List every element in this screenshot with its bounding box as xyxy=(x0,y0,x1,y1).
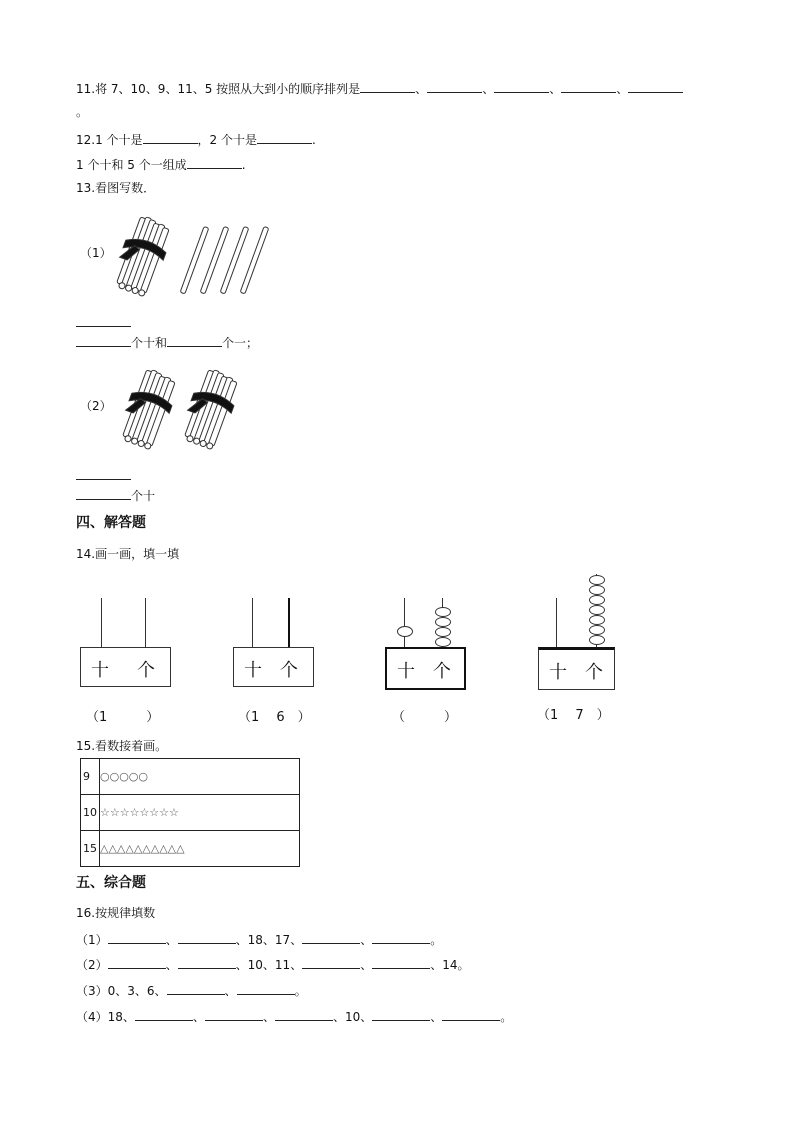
abacus-3[interactable] xyxy=(385,595,477,687)
q16-line2: （2） 、 、10、11、 、 、14。 xyxy=(76,958,470,972)
answer-blank[interactable] xyxy=(178,931,236,944)
ones-rod xyxy=(288,598,290,648)
abacus-4-caption: （1 7 ） xyxy=(537,708,610,723)
section4-heading: 四、解答题 xyxy=(76,515,146,531)
bead xyxy=(589,635,605,645)
abacus-2-caption: （1 6 ） xyxy=(238,710,311,725)
two-bundles-image xyxy=(118,368,248,453)
q16-line1: （1） 、 、18、17、 、 。 xyxy=(76,933,443,947)
triangles-cell[interactable]: △△△△△△△△△△ xyxy=(100,831,300,867)
abacus-base xyxy=(385,647,466,690)
answer-blank[interactable] xyxy=(76,487,131,500)
answer-blank[interactable] xyxy=(76,314,131,327)
answer-blank[interactable] xyxy=(167,334,222,347)
bead xyxy=(589,605,605,615)
answer-blank[interactable] xyxy=(108,956,166,969)
q16-line4: （4）18、 、 、 、10、 、 。 xyxy=(76,1010,513,1024)
q12-line1: 12.1 个十是 ，2 个十是 . xyxy=(76,133,316,147)
tens-rod xyxy=(404,598,405,648)
answer-blank[interactable] xyxy=(257,131,312,144)
answer-blank[interactable] xyxy=(108,931,166,944)
abacus-base xyxy=(538,647,615,690)
circles-cell[interactable]: ○○○○○ xyxy=(100,759,300,795)
answer-blank[interactable] xyxy=(427,80,482,93)
abacus-2[interactable] xyxy=(233,595,325,687)
stick-bundle-icon xyxy=(178,368,243,452)
q13-part1-line: 个十和 个一； xyxy=(76,334,258,351)
bead xyxy=(435,637,451,647)
ones-label: 个 xyxy=(585,662,603,683)
draw-table xyxy=(80,758,300,867)
tens-rod xyxy=(556,598,557,648)
tens-rod xyxy=(252,598,253,648)
bead xyxy=(589,595,605,605)
answer-blank[interactable] xyxy=(187,156,242,169)
answer-blank[interactable] xyxy=(494,80,549,93)
bead xyxy=(397,626,413,637)
table-row xyxy=(81,759,300,795)
ones-label: 个 xyxy=(433,661,451,682)
bead xyxy=(435,627,451,637)
q11-end: 。 xyxy=(76,105,89,119)
answer-blank[interactable] xyxy=(302,931,360,944)
answer-blank[interactable] xyxy=(237,982,295,995)
row-number: 15 xyxy=(81,831,100,867)
q11-line: 11.将 7、10、9、11、5 按照从大到小的顺序排列是 、 、 、 、 xyxy=(76,80,683,97)
stick-bundle-image xyxy=(112,215,272,300)
answer-blank[interactable] xyxy=(76,467,131,480)
q13-part1-blank-line xyxy=(76,314,131,331)
q16-title: 16.按规律填数 xyxy=(76,906,156,920)
q16-line3: （3）0、3、6、 、 。 xyxy=(76,984,307,998)
section5-heading: 五、综合题 xyxy=(76,875,146,891)
answer-blank[interactable] xyxy=(372,931,430,944)
ones-label: 个 xyxy=(280,660,298,681)
bead xyxy=(589,625,605,635)
q13-part2-label: （2） xyxy=(80,399,112,413)
answer-blank[interactable] xyxy=(302,956,360,969)
q12-line2: 1 个十和 5 个一组成 . xyxy=(76,158,246,172)
abacus-base xyxy=(233,647,314,687)
answer-blank[interactable] xyxy=(135,1008,193,1021)
abacus-4[interactable] xyxy=(538,574,630,689)
answer-blank[interactable] xyxy=(372,1008,430,1021)
answer-blank[interactable] xyxy=(628,80,683,93)
tens-label: 十 xyxy=(244,660,262,681)
q15-title: 15.看数接着画。 xyxy=(76,739,168,753)
table-row xyxy=(81,831,300,867)
abacus-1-caption: （1 ） xyxy=(86,710,160,725)
answer-blank[interactable] xyxy=(143,131,198,144)
stars-cell[interactable]: ☆☆☆☆☆☆☆☆ xyxy=(100,795,300,831)
q13-title: 13.看图写数． xyxy=(76,181,156,195)
answer-blank[interactable] xyxy=(442,1008,500,1021)
q11-text: 11.将 7、10、9、11、5 按照从大到小的顺序排列是 xyxy=(76,82,361,96)
ones-rod xyxy=(145,598,146,648)
row-number: 9 xyxy=(81,759,100,795)
q13-part1-label: （1） xyxy=(80,246,112,260)
tens-label: 十 xyxy=(397,661,415,682)
row-number: 10 xyxy=(81,795,100,831)
bead xyxy=(589,615,605,625)
abacus-3-caption: （ ） xyxy=(392,710,458,725)
ones-label: 个 xyxy=(137,660,155,681)
answer-blank[interactable] xyxy=(561,80,616,93)
single-sticks-icon xyxy=(180,226,269,293)
tens-label: 十 xyxy=(91,660,109,681)
stick-bundle-icon xyxy=(112,215,175,299)
bead xyxy=(589,585,605,595)
tens-label: 十 xyxy=(549,662,567,683)
answer-blank[interactable] xyxy=(360,80,415,93)
stick-bundle-icon xyxy=(118,368,181,452)
answer-blank[interactable] xyxy=(205,1008,263,1021)
q14-title: 14.画一画，填一填 xyxy=(76,547,180,561)
answer-blank[interactable] xyxy=(76,334,131,347)
bead xyxy=(435,617,451,627)
tens-rod xyxy=(101,598,102,648)
q13-part2-line: 个十 xyxy=(76,487,155,504)
q13-part2-blank-line xyxy=(76,467,131,484)
abacus-base xyxy=(80,647,171,687)
answer-blank[interactable] xyxy=(372,956,430,969)
answer-blank[interactable] xyxy=(275,1008,333,1021)
table-row xyxy=(81,795,300,831)
abacus-1[interactable] xyxy=(80,595,172,687)
answer-blank[interactable] xyxy=(167,982,225,995)
answer-blank[interactable] xyxy=(178,956,236,969)
bead xyxy=(435,607,451,617)
bead xyxy=(589,575,605,585)
